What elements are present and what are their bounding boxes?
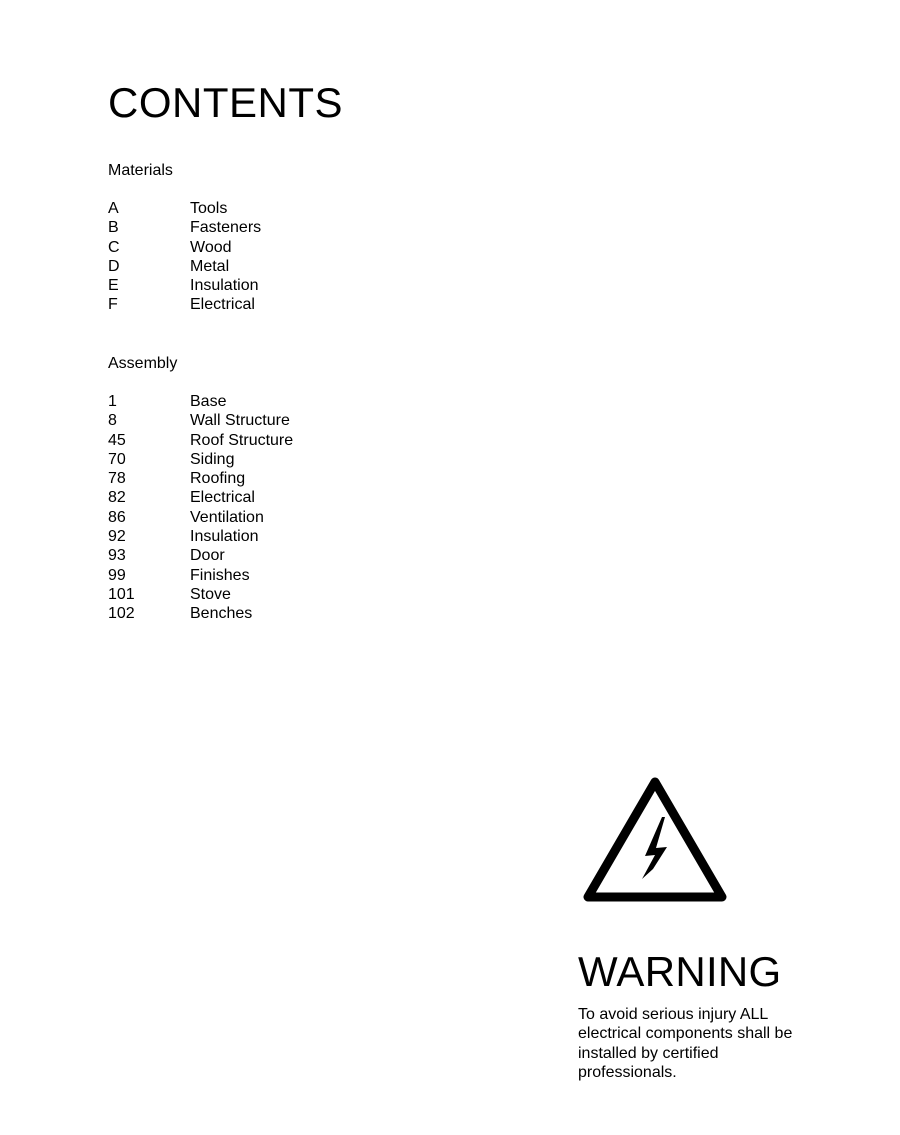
assembly-item-label: Base — [190, 393, 227, 410]
materials-item-electrical — [108, 295, 261, 314]
materials-item-wood — [108, 238, 261, 257]
assembly-item-label: Stove — [190, 585, 231, 603]
assembly-item-page: 1 — [108, 393, 117, 410]
materials-item-key: F — [108, 296, 118, 314]
assembly-item-siding — [108, 450, 293, 469]
materials-item-label: Wood — [190, 238, 232, 256]
assembly-item-page: 45 — [108, 431, 126, 449]
assembly-item-finishes — [108, 566, 293, 585]
materials-item-insulation — [108, 276, 261, 295]
assembly-item-page: 92 — [108, 528, 126, 546]
assembly-list — [108, 392, 293, 624]
assembly-item-ventilation — [108, 508, 293, 527]
materials-item-label: Insulation — [190, 277, 259, 295]
materials-item-key: A — [108, 200, 119, 217]
assembly-item-label: Door — [190, 547, 225, 565]
assembly-item-roofing — [108, 469, 293, 488]
assembly-item-label: Ventilation — [190, 508, 264, 526]
assembly-item-electrical — [108, 488, 293, 507]
warning-message: To avoid serious injury ALL electrical components shall be installed by certified professionals. — [578, 1006, 793, 1082]
materials-list — [108, 199, 261, 315]
assembly-item-page: 102 — [108, 605, 135, 623]
assembly-item-label: Finishes — [190, 566, 250, 584]
assembly-item-label: Benches — [190, 605, 253, 623]
materials-item-fasteners — [108, 218, 261, 237]
materials-item-metal — [108, 257, 261, 276]
materials-item-key: E — [108, 277, 119, 295]
assembly-item-label: Roof Structure — [190, 431, 294, 449]
assembly-item-insulation — [108, 527, 293, 546]
assembly-item-base — [108, 392, 293, 411]
assembly-item-page: 8 — [108, 412, 117, 430]
assembly-item-label: Electrical — [190, 489, 255, 507]
materials-item-label: Metal — [190, 257, 230, 275]
assembly-item-page: 93 — [108, 547, 126, 565]
electrical-hazard-icon — [582, 776, 728, 906]
materials-item-label: Fasteners — [190, 219, 262, 237]
materials-heading: Materials — [108, 162, 173, 179]
materials-item-tools — [108, 199, 261, 218]
materials-item-key: B — [108, 219, 119, 237]
assembly-item-wall-structure — [108, 411, 293, 430]
assembly-item-benches — [108, 604, 293, 623]
assembly-item-page: 78 — [108, 470, 126, 488]
warning-title: WARNING — [578, 948, 782, 995]
materials-item-label: Tools — [190, 200, 228, 217]
assembly-item-label: Roofing — [190, 470, 246, 488]
assembly-item-label: Insulation — [190, 528, 259, 546]
assembly-item-label: Wall Structure — [190, 412, 290, 430]
assembly-item-page: 82 — [108, 489, 126, 507]
materials-item-key: D — [108, 257, 120, 275]
materials-item-key: C — [108, 238, 120, 256]
assembly-item-page: 99 — [108, 566, 126, 584]
assembly-item-roof-structure — [108, 431, 293, 450]
assembly-item-page: 70 — [108, 450, 126, 468]
assembly-item-page: 101 — [108, 585, 135, 603]
page-title: CONTENTS — [108, 79, 343, 126]
assembly-item-door — [108, 546, 293, 565]
assembly-heading: Assembly — [108, 355, 178, 372]
assembly-item-page: 86 — [108, 508, 126, 526]
materials-item-label: Electrical — [190, 296, 255, 314]
assembly-item-label: Siding — [190, 450, 235, 468]
assembly-item-stove — [108, 585, 293, 604]
